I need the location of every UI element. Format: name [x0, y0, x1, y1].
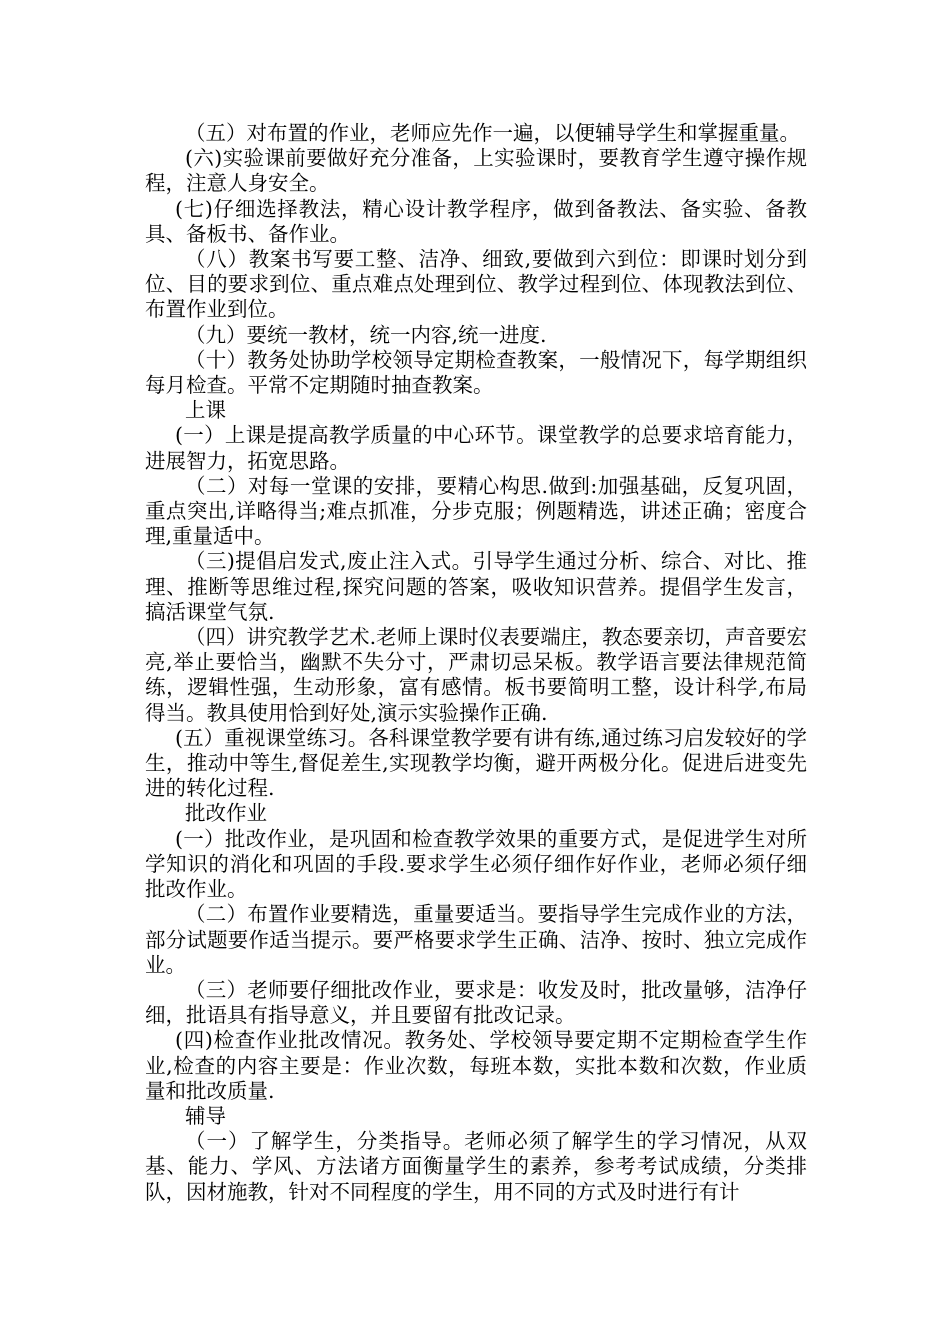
paragraph-teaching-method: (七)仔细选择教法，精心设计教学程序，做到备教法、备实验、备教具、备板书、备作业。 — [145, 196, 807, 246]
paragraph-grading-inspection: (四)检查作业批改情况。教务处、学校领导要定期不定期检查学生作业,检查的内容主要是：作业次数，每班本数，实批本数和次数，作业质量和批改质量. — [145, 1028, 807, 1103]
paragraph-class-arrangement: （二）对每一堂课的安排，要精心构思.做到:加强基础，反复巩固，重点突出,详略得当;难点抓准，分步克服；例题精选，讲述正确；密度合理,重量适中。 — [145, 473, 807, 549]
paragraph-heuristic: （三)提倡启发式,废止注入式。引导学生通过分析、综合、对比、推理、推断等思维过程,探究问题的答案，吸收知识营养。提倡学生发言，搞活课堂气氛. — [145, 549, 807, 624]
paragraph-grading-importance: (一）批改作业，是巩固和检查教学效果的重要方式，是促进学生对所学知识的消化和巩固的手段.要求学生必须仔细作好作业，老师必须仔细批改作业。 — [145, 826, 807, 902]
paragraph-homework-prep: （五）对布置的作业，老师应先作一遍，以便辅导学生和掌握重量。 — [185, 121, 800, 145]
section-heading-grading: 批改作业 — [185, 801, 267, 826]
paragraph-grading-requirements: （三）老师要仔细批改作业，要求是：收发及时，批改量够，洁净仔细，批语具有指导意义，并且要留有批改记录。 — [145, 977, 807, 1028]
paragraph-lesson-plan-check: （十）教务处协助学校领导定期检查教案，一般情况下，每学期组织每月检查。平常不定期随时抽查教案。 — [145, 347, 807, 398]
paragraph-class-core: (一）上课是提高教学质量的中心环节。课堂教学的总要求培育能力，进展智力，拓宽思路。 — [145, 423, 807, 473]
section-heading-class: 上课 — [185, 398, 226, 423]
paragraph-lesson-plan: （八）教案书写要工整、洁净、细致,要做到六到位：即课时划分到位、目的要求到位、重点难点处理到位、教学过程到位、体现教法到位、布置作业到位。 — [145, 247, 807, 322]
paragraph-experiment-prep: (六)实验课前要做好充分准备，上实验课时，要教育学生遵守操作规程，注意人身安全。 — [145, 146, 807, 196]
document-body — [145, 121, 807, 1205]
paragraph-unified-materials: （九）要统一教材，统一内容,统一进度. — [185, 322, 547, 347]
section-heading-tutoring: 辅导 — [185, 1103, 226, 1128]
paragraph-assign-homework: （二）布置作业要精选，重量要适当。要指导学生完成作业的方法，部分试题要作适当提示。要严格要求学生正确、洁净、按时、独立完成作业。 — [145, 902, 807, 977]
paragraph-class-practice: (五）重视课堂练习。各科课堂教学要有讲有练,通过练习启发较好的学生，推动中等生,督促差生,实现教学均衡，避开两极分化。促进后进变先进的转化过程. — [145, 725, 807, 801]
paragraph-know-students: （一）了解学生，分类指导。老师必须了解学生的学习情况，从双基、能力、学风、方法诸方面衡量学生的素养，参考考试成绩，分类排队，因材施教，针对不同程度的学生，用不同的方式及时进行有计 — [145, 1129, 807, 1204]
paragraph-teaching-art: （四）讲究教学艺术.老师上课时仪表要端庄，教态要亲切，声音要宏亮,举止要恰当，幽默不失分寸，严肃切忌呆板。教学语言要法律规范简练，逻辑性强，生动形象，富有感情。板书要简明工整，设计科学,布局得当。教具使用恰到好处,演示实验操作正确. — [145, 625, 807, 725]
